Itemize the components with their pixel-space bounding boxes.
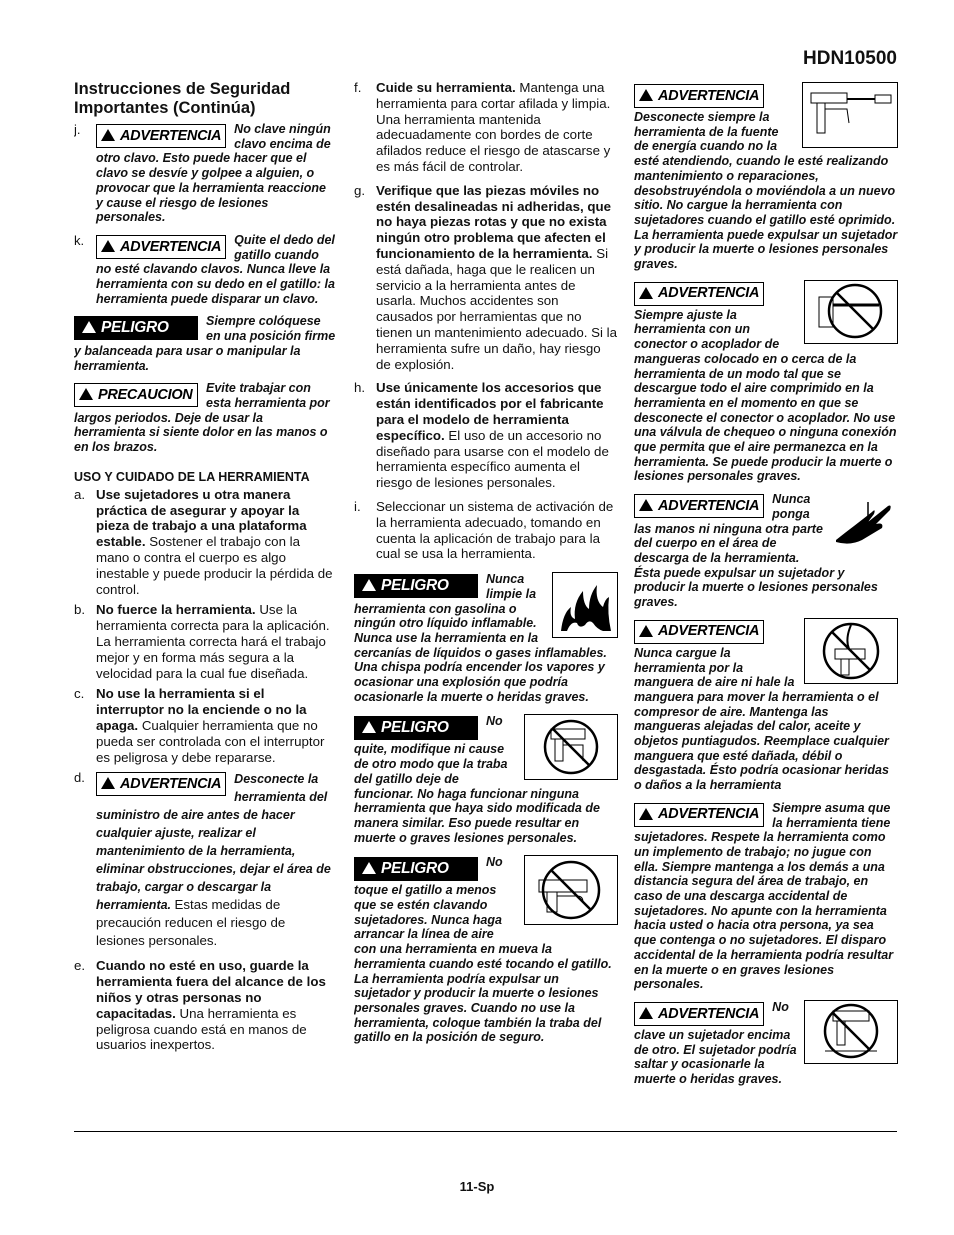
warning-triangle-icon [639, 499, 653, 511]
warning-text: No clave un sujetador encima de otro. El sujetador podría saltar y ocasionarle la muerte o heridas graves. [634, 999, 797, 1087]
peligro-badge: PELIGRO [354, 716, 478, 740]
warning-triangle-icon [362, 579, 376, 591]
advertencia-disconnect [634, 82, 898, 272]
advertencia-badge: ADVERTENCIA [634, 1002, 764, 1026]
no-carry-by-hose-icon [804, 618, 898, 684]
advertencia-double-fastener [634, 1000, 898, 1087]
warning-text: Nunca cargue la herramienta por la manguera de aire ni hale la manguera para mover la herramienta o el compresor de aire. Mantenga las mangueras alejadas del calor, aceite y objetos puntiagudos. Reemplace cualquier manguera que esté dañada, débil o desgastada. Ésto podría ocasionar heridas o daños a la herramienta [634, 645, 889, 793]
advertencia-badge: ADVERTENCIA [634, 494, 764, 518]
warning-d [74, 770, 336, 950]
page-number: 11-Sp [459, 1179, 495, 1194]
warning-text: Nunca ponga las manos ni ninguna otra parte del cuerpo en el área de descarga de la herramienta. Ésta puede expulsar un sujetador y producir la muerte o lesiones personales graves. [634, 492, 878, 610]
list-item-a: a. Use sujetadores u otra manera práctica de asegurar y apoyar la pieza de trabajo a una plataforma estable. Sostener el trabajo con la mano o contra el cuerpo es algo inestable y puede producir la pérdida de control. [74, 486, 333, 597]
no-check-valve-icon [804, 280, 898, 344]
warning-triangle-icon [639, 1007, 653, 1019]
warning-text: Quite el dedo del gatillo cuando no esté clavando clavos. Nunca lleve la herramienta con su dedo en el gatillo: la herramienta puede disparar un clavo. [96, 232, 335, 306]
item-letter: j. [74, 122, 81, 137]
list-item-c: c. No use la herramienta si el interruptor no la enciende o no la apaga. Cualquier herramienta que no pueda ser controlada con el interruptor es peligrosa y debe repararse. [74, 686, 325, 765]
list-item-b: b. No fuerce la herramienta. Use la herramienta correcta para la aplicación. La herramienta correcta hará el trabajo mejor y en forma más segura a la velocidad para la cual fue diseñada. [74, 602, 330, 681]
peligro-flammable [354, 572, 618, 704]
warning-text: Evite trabajar con esta herramienta por largos periodos. Deje de usar la herramienta si siente dolor en las manos o en los brazos. [74, 381, 330, 455]
advertencia-badge: ADVERTENCIA [634, 282, 764, 306]
peligro-badge: PELIGRO [74, 316, 198, 340]
warning-triangle-icon [101, 240, 115, 252]
list-item-g: g. Verifique que las piezas móviles no estén desalineadas ni adheridas, que no haya piezas rotas y que no exista ningún otro problema que afecten el funcionamiento de la herramienta. Si está dañada, haga que le realicen un servicio a la herramienta antes de usarla. Muchos accidentes son causados por herramientas que no tienen un mantenimiento adecuado. Si la herramienta sufre un daño, hay riesgo de explosión. [354, 182, 617, 372]
peligro-badge: PELIGRO [354, 574, 478, 598]
list-item-f: f. Cuide su herramienta. Mantenga una herramienta para cortar afilada y limpia. Una herramienta mantenida adecuadamente con bordes de corte afilados reduce el riesgo de atascarse y es más fácil de controlar. [354, 80, 611, 174]
footer-rule [74, 1131, 897, 1132]
no-finger-on-trigger-icon [524, 855, 618, 925]
no-tamper-nailer-icon [524, 714, 618, 780]
column-2 [354, 80, 618, 1053]
warning-text: Desconecte siempre la herramienta de la fuente de energía cuando no la esté atendiendo, cuando le esté realizando mantenimiento o reparaciones, desobstruyéndola o moviéndola a un nuevo sitio. No cargue la herramienta con sujetadores cuando el gatillo esté oprimido. La herramienta puede expulsar un sujetador y producir la muerte o lesiones personales graves. [634, 110, 898, 272]
list-item-i: i. Seleccionar un sistema de activación de la herramienta adecuado, tomando en cuenta la aplicación de trabajo para la cual se usa la herramienta. [354, 498, 614, 562]
section-title: Instrucciones de Seguridad Importantes (Continúa) [74, 80, 291, 117]
peligro-stance [74, 314, 336, 373]
advertencia-badge: ADVERTENCIA [634, 620, 764, 644]
item-letter: d. [74, 770, 85, 786]
item-letter: k. [74, 232, 85, 248]
nailer-with-hose-icon [802, 82, 898, 148]
warning-text: Siempre ajuste la herramienta con un conector o acoplador de mangueras colocado en o cerca de la herramienta de un modo tal que se descargue todo el aire comprimido en la herramienta en el momento en que se desconecte el conector o acoplador. No use una válvula de chequeo o ninguna conexión que permita que el aire permanezca en la herramienta. Se puede producir la muerte o lesiones personales graves. [634, 307, 897, 484]
no-double-nail-icon [804, 1000, 898, 1064]
warning-triangle-icon [639, 287, 653, 299]
warning-triangle-icon [362, 862, 376, 874]
peligro-trigger-touch [354, 855, 618, 1045]
warning-triangle-icon [639, 89, 653, 101]
warning-normal-text: Estas medidas de precaución reducen el riesgo de lesiones personales. [96, 897, 286, 949]
column-1 [74, 80, 336, 1058]
warning-text: Siempre colóquese en una posición firme y balanceada para usar o manipular la herramienta. [74, 314, 336, 373]
warning-triangle-icon [101, 777, 115, 789]
advertencia-assume-loaded [634, 801, 898, 992]
subheading: USO Y CUIDADO DE LA HERRAMIENTA [74, 469, 310, 484]
peligro-trigger-lock [354, 714, 618, 845]
warning-text: Desconecte la herramienta del suministro de aire antes de hacer cualquier ajuste, realizar el mantenimiento de la herramienta, eliminar obstrucciones, dejar el área de trabajo, cargar o descargar la herramienta. [96, 772, 331, 913]
advertencia-badge: ADVERTENCIA [96, 235, 226, 259]
list-item-h: h. Use únicamente los accesorios que están identificados por el fabricante para el modelo de herramienta específico. El uso de un accesorio no diseñado para usarse con el modelo de herramienta específico aumenta el riesgo de lesiones personales. [354, 380, 609, 491]
precaucion-badge: PRECAUCION [74, 383, 198, 407]
warning-triangle-icon [639, 625, 653, 637]
warning-text: Nunca limpie la herramienta con gasolina o ningún otro líquido inflamable. Nunca use la herramienta en la cercanías de líquidos o gases inflamables. Una chispa podría encender los vapores y ocasionar una explosión que podría ocasionarle la muerte o heridas graves. [354, 572, 607, 704]
model-number: HDN10500 [803, 48, 897, 69]
warning-j [74, 122, 336, 225]
warning-text: No quite, modifique ni cause de otro modo que la traba del gatillo deje de funcionar. No haga funcionar ninguna herramienta que haya sido modificada de manera similar. Eso puede resultar en muerte o graves lesiones personales. [354, 714, 600, 845]
advertencia-badge: ADVERTENCIA [96, 124, 226, 148]
advertencia-badge: ADVERTENCIA [634, 803, 764, 827]
advertencia-badge: ADVERTENCIA [96, 772, 226, 796]
list-item-e: e. Cuando no esté en uso, guarde la herramienta fuera del alcance de los niños y otras personas no capacitadas. Una herramienta es peligrosa cuando está en manos de usuarios inexpertos. [74, 958, 326, 1053]
advertencia-badge: ADVERTENCIA [634, 84, 764, 108]
fire-icon [552, 572, 618, 638]
warning-triangle-icon [101, 129, 115, 141]
warning-text: No clave ningún clavo encima de otro clavo. Esto puede hacer que el clavo se desvíe y golpee a alguien, o provocar que la herramienta reaccione y cause el riesgo de lesiones personales. [96, 122, 331, 225]
column-3 [634, 82, 898, 1095]
advertencia-hands [634, 492, 898, 610]
warning-triangle-icon [79, 388, 93, 400]
warning-triangle-icon [362, 721, 376, 733]
warning-k [74, 233, 336, 307]
advertencia-hose [634, 618, 898, 793]
precaucion-block [74, 381, 336, 455]
warning-triangle-icon [82, 321, 96, 333]
warning-text: No toque el gatillo a menos que se estén clavando sujetadores. Nunca haga arrancar la línea de aire con una herramienta en mueva la herramienta cuando esté tocando el gatillo. La herramienta podría expulsar un sujetador y producir la muerte o lesiones personales graves. Cuando no use la herramienta, coloque también la traba del gatillo en la posición de seguro. [354, 855, 612, 1045]
hand-icon [832, 492, 898, 548]
peligro-badge: PELIGRO [354, 857, 478, 881]
warning-text: Siempre asuma que la herramienta tiene sujetadores. Respete la herramienta como un implemento de trabajo; no jugue con ella. Siempre mantenga a los demás a una distancia segura del área de trabajo, en caso de una descarga accidental de sujetadores. No apunte con la herramienta hacia usted o hacia otra persona, ya sea que contenga o no sujetadores. El disparo accidental de la herramienta podría resultar en la muerte o en graves lesiones personales. [634, 800, 894, 992]
advertencia-coupler [634, 280, 898, 484]
warning-triangle-icon [639, 808, 653, 820]
